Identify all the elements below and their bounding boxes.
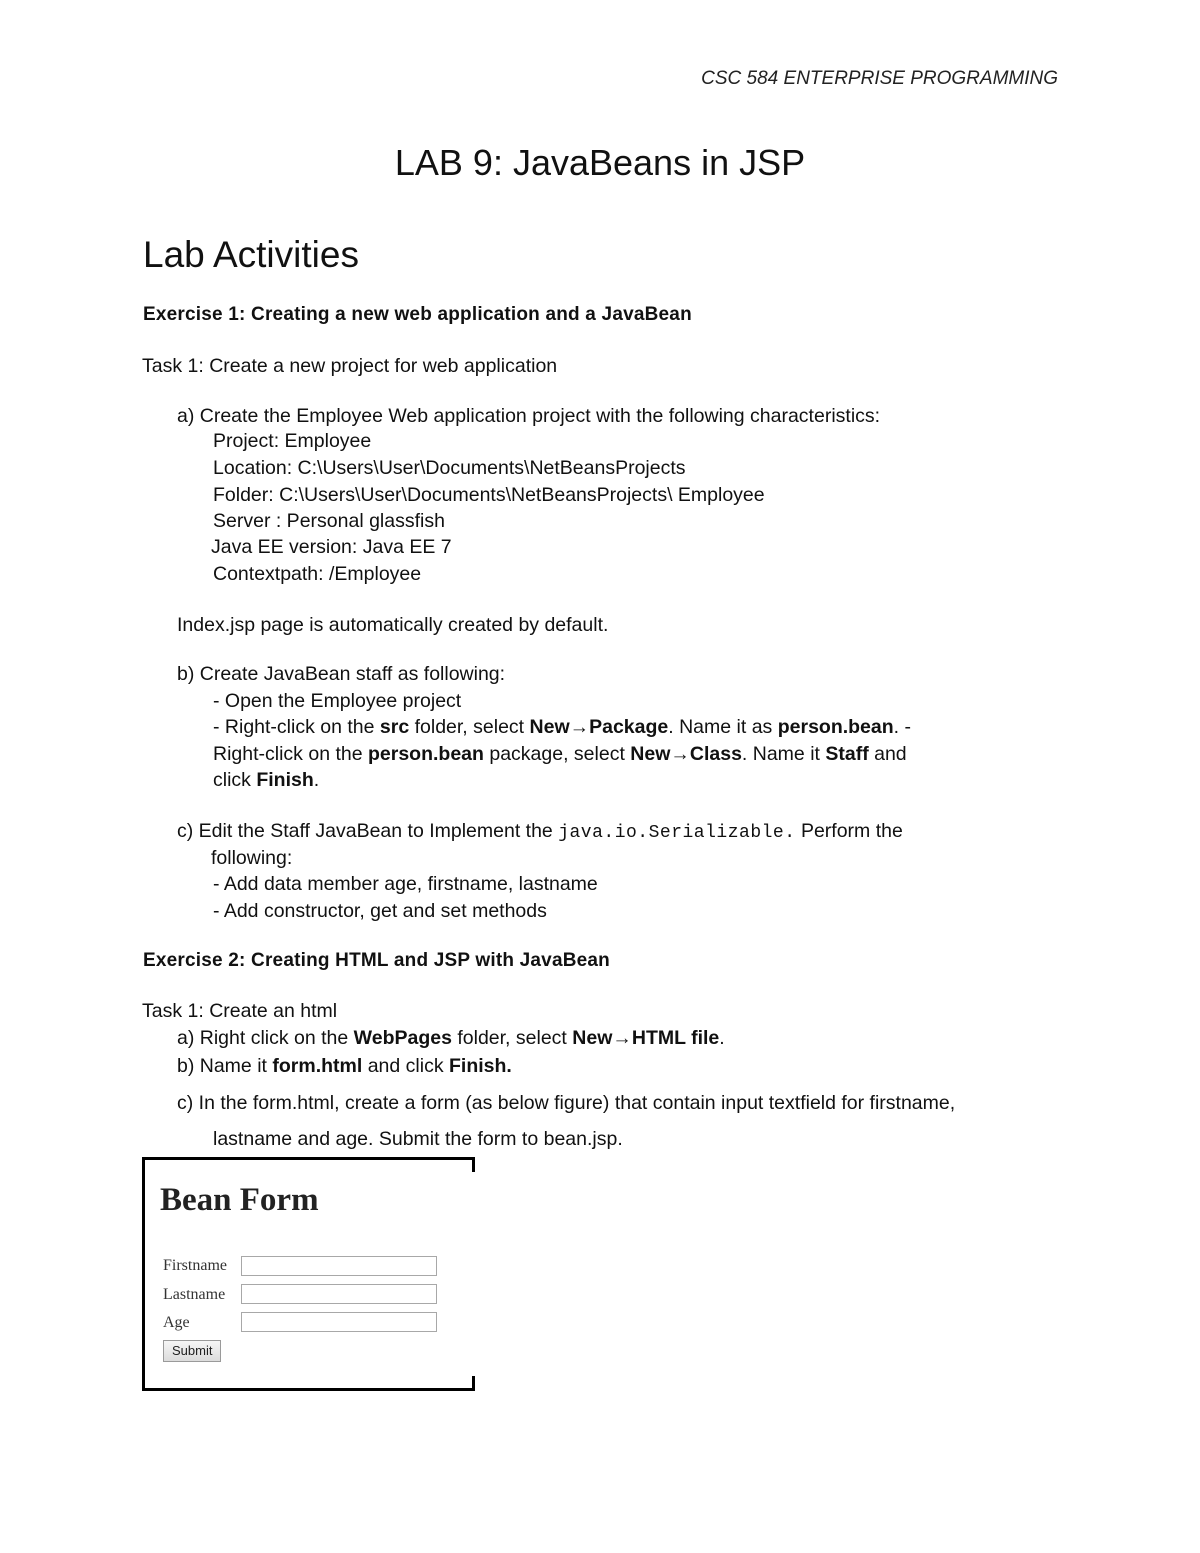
submit-button[interactable]: Submit bbox=[163, 1340, 221, 1362]
exercise-1-heading: Exercise 1: Creating a new web application and a JavaBean bbox=[143, 304, 692, 325]
firstname-label: Firstname bbox=[163, 1257, 227, 1274]
ex2-step-c-cont: lastname and age. Submit the form to bean.jsp. bbox=[213, 1128, 623, 1150]
lastname-label: Lastname bbox=[163, 1286, 226, 1303]
ex1-item-contextpath: Contextpath: /Employee bbox=[213, 563, 422, 585]
ex1-step-b4: click Finish. bbox=[213, 769, 320, 791]
ex1-item-folder: Folder: C:\Users\User\Documents\NetBeansProjects\ Employee bbox=[213, 484, 765, 506]
section-heading: Lab Activities bbox=[143, 234, 359, 275]
ex1-item-project: Project: Employee bbox=[213, 430, 372, 452]
age-input[interactable] bbox=[241, 1312, 437, 1332]
ex1-step-b: b) Create JavaBean staff as following: bbox=[177, 663, 506, 685]
exercise-2-heading: Exercise 2: Creating HTML and JSP with JavaBean bbox=[143, 950, 610, 971]
bean-form-figure bbox=[142, 1157, 469, 1391]
ex1-item-location: Location: C:\Users\User\Documents\NetBeansProjects bbox=[213, 457, 686, 479]
age-label: Age bbox=[163, 1314, 190, 1331]
ex1-index-note: Index.jsp page is automatically created by default. bbox=[177, 614, 609, 636]
document-title: LAB 9: JavaBeans in JSP bbox=[394, 142, 806, 183]
ex2-step-a: a) Right click on the WebPages folder, select New→HTML file. bbox=[177, 1027, 725, 1049]
ex2-step-c: c) In the form.html, create a form (as below figure) that contain input textfield for firstname, bbox=[177, 1092, 956, 1114]
ex1-step-b2: - Right-click on the src folder, select New→Package. Name it as person.bean. - bbox=[213, 716, 912, 738]
ex2-step-b: b) Name it form.html and click Finish. bbox=[177, 1055, 512, 1077]
ex1-task-1: Task 1: Create a new project for web application bbox=[142, 355, 558, 377]
lastname-input[interactable] bbox=[241, 1284, 437, 1304]
ex1-step-c: c) Edit the Staff JavaBean to Implement the java.io.Serializable. Perform the bbox=[177, 820, 903, 843]
ex1-step-c1: - Add data member age, firstname, lastname bbox=[213, 873, 598, 895]
ex1-step-b3: Right-click on the person.bean package, select New→Class. Name it Staff and bbox=[213, 743, 907, 765]
ex1-step-a: a) Create the Employee Web application project with the following characteristics: bbox=[177, 405, 881, 427]
ex1-item-server: Server : Personal glassfish bbox=[213, 510, 445, 532]
ex1-step-c-cont: following: bbox=[211, 847, 293, 869]
bean-form-title: Bean Form bbox=[160, 1182, 319, 1218]
firstname-input[interactable] bbox=[241, 1256, 437, 1276]
page-header: CSC 584 ENTERPRISE PROGRAMMING bbox=[701, 68, 1058, 89]
ex1-step-b1: - Open the Employee project bbox=[213, 690, 462, 712]
ex2-task-1: Task 1: Create an html bbox=[142, 1000, 338, 1022]
ex1-item-java-ee: Java EE version: Java EE 7 bbox=[211, 536, 452, 558]
ex1-step-c2: - Add constructor, get and set methods bbox=[213, 900, 547, 922]
